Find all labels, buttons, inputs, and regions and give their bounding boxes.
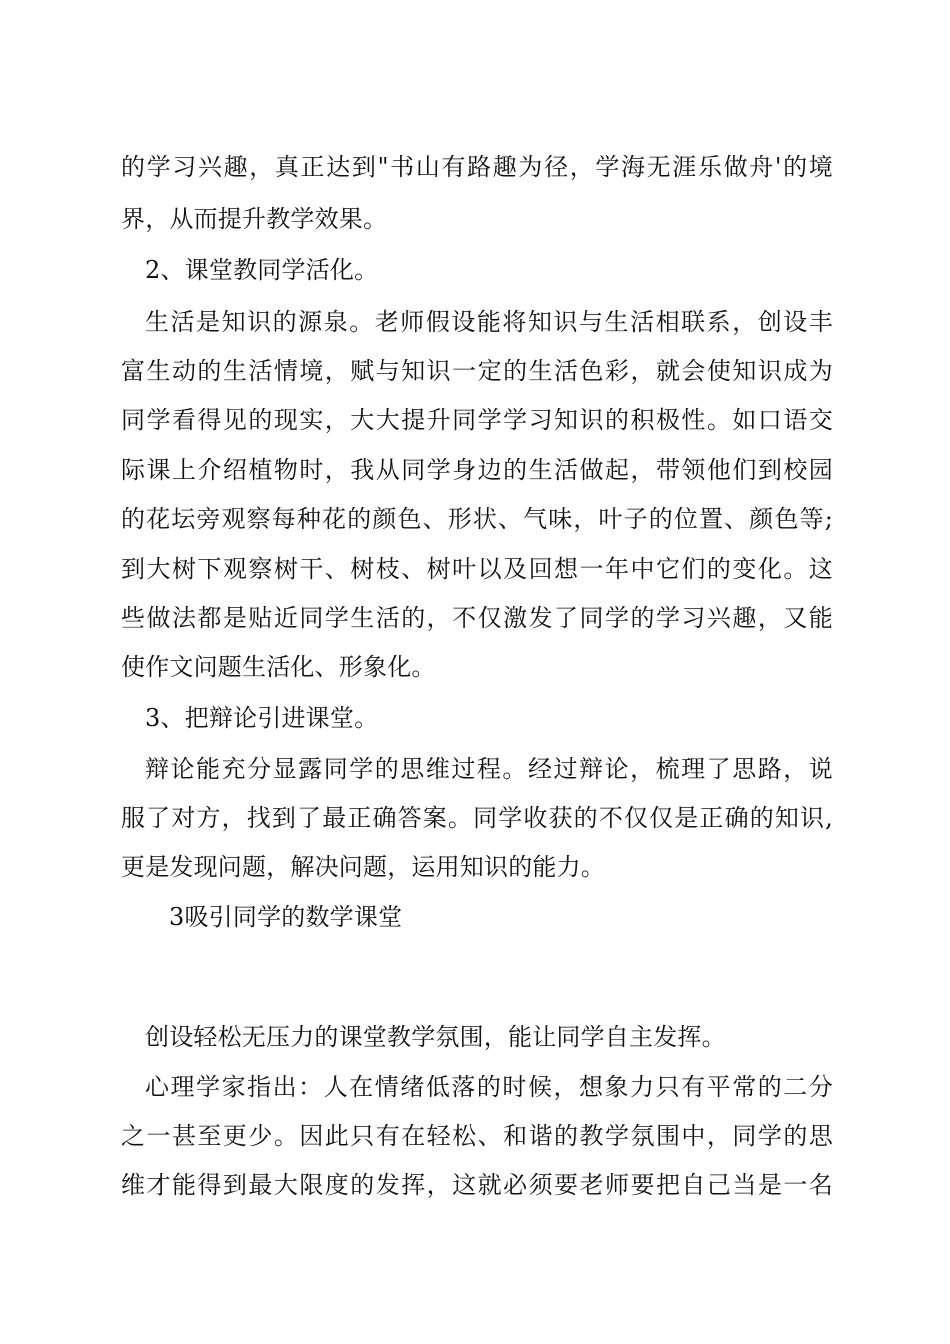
paragraph-line-8: 到大树下观察树干、树枝、树叶以及回想一年中它们的变化。这 <box>121 555 833 583</box>
paragraph-line-3: 生活是知识的源泉。老师假设能将知识与生活相联系，创设丰 <box>145 308 833 336</box>
paragraph-line-12: 服了对方，找到了最正确答案。同学收获的不仅仅是正确的知识, <box>121 804 833 832</box>
paragraph-line-13: 更是发现问题，解决问题，运用知识的能力。 <box>121 853 605 881</box>
paragraph-line-9: 些做法都是贴近同学生活的，不仅激发了同学的学习兴趣，又能 <box>121 604 833 632</box>
paragraph-line-7: 的花坛旁观察每种花的颜色、形状、气味，叶子的位置、颜色等; <box>121 505 833 533</box>
paragraph-line-11: 辩论能充分显露同学的思维过程。经过辩论，梳理了思路，说 <box>145 755 833 783</box>
paragraph-line-15: 心理学家指出：人在情绪低落的时候，想象力只有平常的二分 <box>145 1073 833 1101</box>
section-heading-3: 3、把辩论引进课堂。 <box>145 704 379 732</box>
paragraph-line-17: 维才能得到最大限度的发挥，这就必须要老师要把自己当是一名 <box>121 1171 833 1199</box>
section-heading-2: 2、课堂教同学活化。 <box>145 256 379 284</box>
paragraph-line-14: 创设轻松无压力的课堂教学氛围，能让同学自主发挥。 <box>145 1023 726 1051</box>
paragraph-line-16: 之一甚至更少。因此只有在轻松、和谐的教学氛围中，同学的思 <box>121 1122 833 1150</box>
paragraph-line-6: 际课上介绍植物时，我从同学身边的生活做起，带领他们到校园 <box>121 456 833 484</box>
paragraph-line-1: 的学习兴趣，真正达到"书山有路趣为径，学海无涯乐做舟'的境 <box>121 153 833 181</box>
paragraph-line-2: 界，从而提升教学效果。 <box>121 205 388 233</box>
paragraph-line-10: 使作文问题生活化、形象化。 <box>121 653 436 681</box>
paragraph-line-5: 同学看得见的现实，大大提升同学学习知识的积极性。如口语交 <box>121 406 833 434</box>
chapter-heading: 3吸引同学的数学课堂 <box>169 903 403 931</box>
paragraph-line-4: 富生动的生活情境，赋与知识一定的生活色彩，就会使知识成为 <box>121 357 833 385</box>
